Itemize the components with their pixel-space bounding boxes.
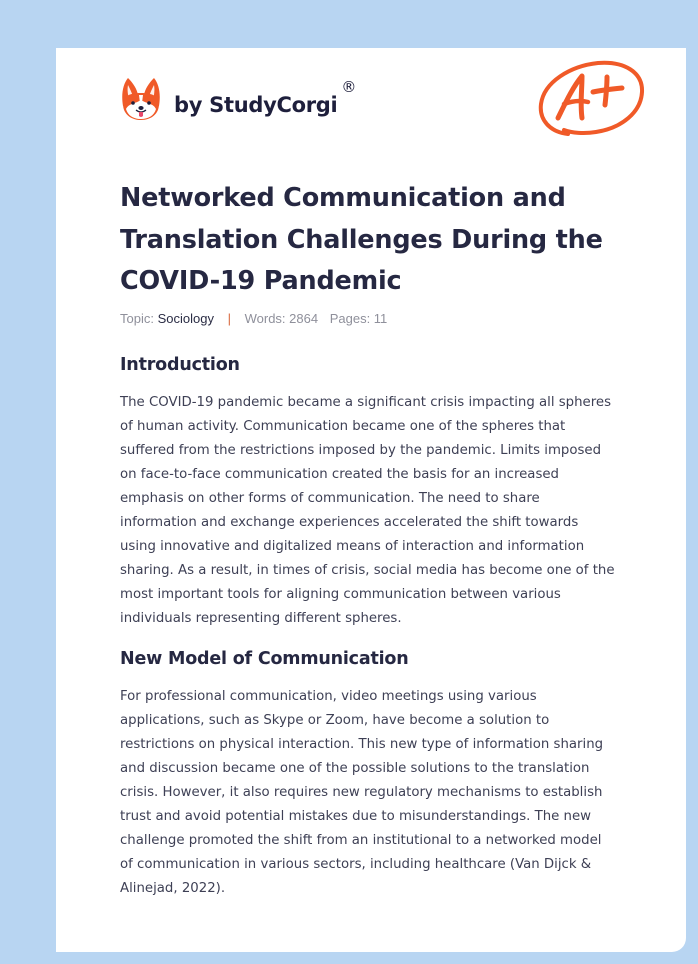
text-line: crisis. However, it also requires new regulatory mechanisms to establish bbox=[120, 785, 603, 800]
document-meta bbox=[120, 311, 387, 326]
text-line: of human activity. Communication became one of the spheres that bbox=[120, 419, 566, 434]
text-line: sharing. As a result, in times of crisis, social media has become one of the bbox=[120, 563, 615, 578]
text-line: and discussion became one of the possible solutions to the translation bbox=[120, 761, 590, 776]
document-card bbox=[56, 48, 686, 952]
text-line: on face-to-face communication created the basis for an increased bbox=[120, 467, 559, 482]
text-line: information and exchange experiences accelerated the shift towards bbox=[120, 515, 579, 530]
text-line: trust and avoid potential mistakes due to misunderstandings. The new bbox=[120, 809, 592, 824]
text-line: restrictions on physical interaction. This new type of information sharing bbox=[120, 737, 604, 752]
title-line: Translation Challenges During the bbox=[120, 224, 603, 255]
text-line: Alinejad, 2022). bbox=[120, 881, 226, 896]
text-line: challenge promoted the shift from an institutional to a networked model bbox=[120, 833, 602, 848]
a-plus-grade-icon bbox=[536, 58, 648, 140]
title-line: COVID-19 Pandemic bbox=[120, 266, 402, 296]
registered-mark: ® bbox=[341, 78, 357, 96]
title-line: Networked Communication and bbox=[120, 183, 566, 213]
paragraph-new-model bbox=[120, 685, 640, 901]
text-line: The COVID-19 pandemic became a significant crisis impacting all spheres bbox=[120, 395, 612, 410]
section-heading-new-model: New Model of Communication bbox=[120, 649, 409, 669]
brand-name: by StudyCorgi bbox=[174, 93, 338, 117]
text-line: most important tools for aligning communication between various bbox=[120, 587, 561, 602]
topic-link[interactable]: Sociology bbox=[157, 311, 214, 326]
text-line: individuals representing different spheres. bbox=[120, 611, 402, 626]
text-line: emphasis on other forms of communication. The need to share bbox=[120, 491, 540, 506]
text-line: For professional communication, video meetings using various bbox=[120, 689, 537, 704]
text-line: of communication in various sectors, including healthcare (Van Dijck & bbox=[120, 857, 592, 872]
word-count: Words: 2864 bbox=[244, 311, 319, 326]
section-heading-introduction: Introduction bbox=[120, 355, 240, 375]
studycorgi-logo[interactable] bbox=[120, 74, 356, 124]
text-line: using innovative and digitalized means of interaction and information bbox=[120, 539, 585, 554]
paragraph-introduction bbox=[120, 391, 640, 631]
meta-separator: | bbox=[227, 311, 231, 326]
text-line: applications, such as Skype or Zoom, have become a solution to bbox=[120, 713, 550, 728]
page-count: Pages: 11 bbox=[329, 311, 388, 326]
document-title bbox=[120, 178, 640, 303]
text-line: suffered from the restrictions imposed by the pandemic. Limits imposed bbox=[120, 443, 602, 458]
topic-label: Topic: bbox=[120, 311, 154, 326]
corgi-icon bbox=[120, 76, 162, 122]
